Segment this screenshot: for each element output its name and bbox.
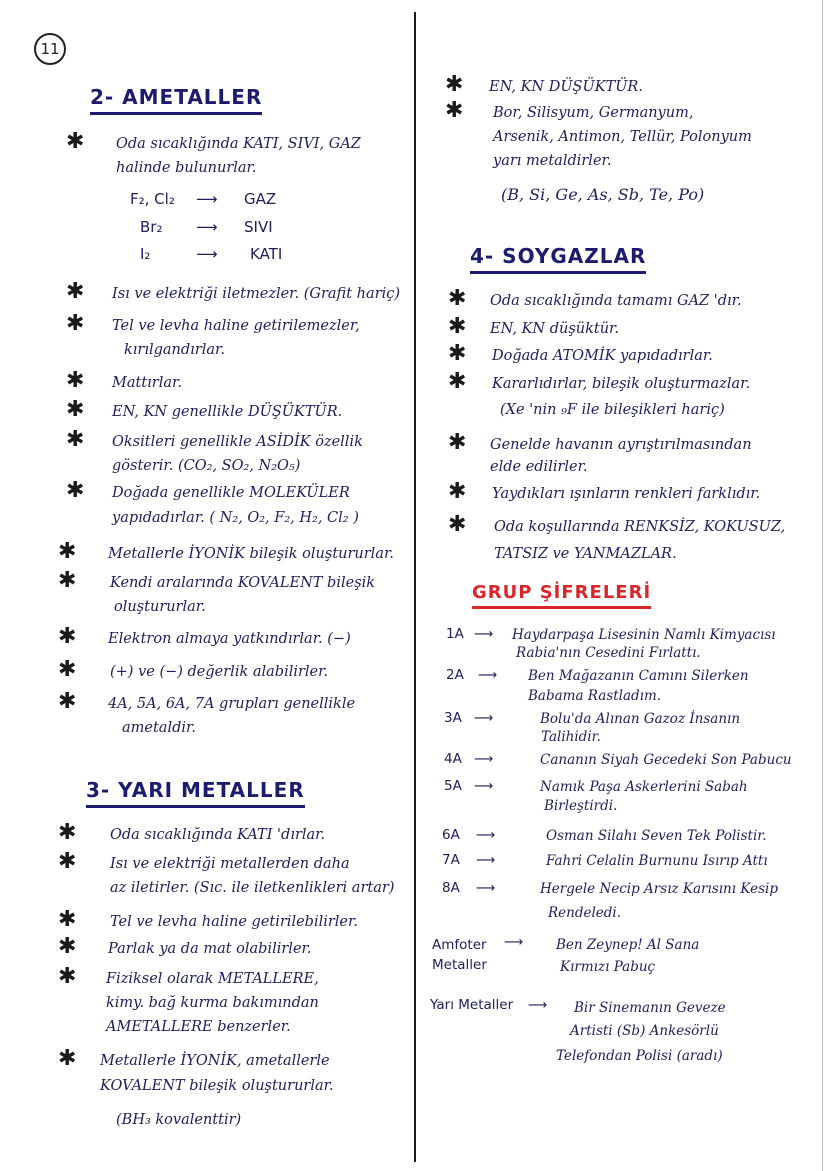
state-label: SIVI [244, 218, 273, 236]
mnemonic-line: Bir Sinemanın Geveze [574, 1000, 726, 1016]
group-code: 6A [442, 827, 460, 843]
item-line: oluştururlar. [114, 599, 206, 615]
heading-ametaller: 2- AMETALLER [90, 85, 262, 115]
item-line: Kararlıdırlar, bileşik oluşturmazlar. [492, 376, 751, 392]
bullet-star-icon: ✱ [58, 907, 77, 932]
item-line: EN, KN genellikle DÜŞÜKTÜR. [112, 404, 343, 420]
mnemonic-line: Rendeledi. [548, 905, 622, 921]
group-code: 4A [444, 751, 462, 767]
bullet-star-icon: ✱ [66, 368, 85, 393]
bullet-star-icon: ✱ [58, 539, 77, 564]
item-line: Genelde havanın ayrıştırılmasından [490, 437, 752, 453]
bullet-star-icon: ✱ [448, 430, 467, 455]
group-code: Yarı Metaller [430, 997, 514, 1013]
item-line: Parlak ya da mat olabilirler. [108, 941, 312, 957]
arrow-icon: ⟶ [504, 934, 524, 950]
bullet-star-icon: ✱ [66, 478, 85, 503]
item-line: Oda sıcaklığında KATI, SIVI, GAZ [116, 136, 361, 152]
group-code: Amfoter Metaller [432, 937, 487, 973]
item-line: Metallerle İYONİK, ametallerle [100, 1053, 330, 1069]
bullet-star-icon: ✱ [66, 279, 85, 304]
bullet-star-icon: ✱ [448, 286, 467, 311]
state-formula: F₂, Cl₂ [130, 190, 175, 208]
bullet-star-icon: ✱ [66, 129, 85, 154]
bullet-star-icon: ✱ [448, 369, 467, 394]
mnemonic-line: Rabia'nın Cesedini Fırlattı. [516, 645, 701, 661]
item-line: Elektron almaya yatkındırlar. (−) [108, 631, 351, 647]
bullet-star-icon: ✱ [448, 512, 467, 537]
item-line: Yaydıkları ışınların renkleri farklıdır. [492, 486, 761, 502]
item-line: Doğada ATOMİK yapıdadırlar. [492, 348, 713, 364]
bullet-star-icon: ✱ [58, 820, 77, 845]
mnemonic-line: Fahri Celalin Burnunu Isırıp Attı [546, 853, 768, 869]
state-formula: Br₂ [140, 218, 163, 236]
group-code: 3A [444, 710, 462, 726]
item-line: gösterir. (CO₂, SO₂, N₂O₅) [112, 458, 301, 474]
item-line: Metallerle İYONİK bileşik oluştururlar. [108, 546, 394, 562]
item-line: ametaldir. [122, 720, 196, 736]
mnemonic-line: Hergele Necip Arsız Karısını Kesip [540, 881, 778, 897]
column-divider [414, 12, 416, 1162]
bullet-star-icon: ✱ [448, 479, 467, 504]
bullet-star-icon: ✱ [58, 689, 77, 714]
item-line: Oksitleri genellikle ASİDİK özellik [112, 434, 363, 450]
item-line: Tel ve levha haline getirilebilirler. [110, 914, 358, 930]
bullet-star-icon: ✱ [58, 934, 77, 959]
bullet-star-icon: ✱ [58, 849, 77, 874]
mnemonic-line: Babama Rastladım. [528, 688, 662, 704]
item-line: TATSIZ ve YANMAZLAR. [494, 546, 677, 562]
bullet-star-icon: ✱ [58, 1046, 77, 1071]
item-line: (B, Si, Ge, As, Sb, Te, Po) [501, 185, 705, 204]
item-line: KOVALENT bileşik oluştururlar. [100, 1078, 334, 1094]
item-line: EN, KN DÜŞÜKTÜR. [489, 79, 643, 95]
mnemonic-line: Ben Zeynep! Al Sana [556, 937, 700, 953]
item-line: Fiziksel olarak METALLERE, [106, 971, 319, 987]
mnemonic-line: Telefondan Polisi (aradı) [556, 1048, 723, 1064]
bullet-star-icon: ✱ [445, 72, 464, 97]
group-code: 2A [446, 667, 464, 683]
item-line: Doğada genellikle MOLEKÜLER [112, 485, 350, 501]
mnemonic-line: Birleştirdi. [544, 798, 618, 814]
item-line: Oda koşullarında RENKSİZ, KOKUSUZ, [494, 519, 786, 535]
arrow-icon: ⟶ [476, 880, 496, 896]
item-line: 4A, 5A, 6A, 7A grupları genellikle [108, 696, 356, 712]
item-line: Kendi aralarında KOVALENT bileşik [110, 575, 376, 591]
item-line: Tel ve levha haline getirilemezler, [112, 318, 360, 334]
mnemonic-line: Bolu'da Alınan Gazoz İnsanın [540, 711, 741, 727]
item-line: elde edilirler. [490, 459, 588, 475]
state-label: GAZ [244, 190, 277, 208]
item-line: (+) ve (−) değerlik alabilirler. [110, 664, 329, 680]
item-line: Oda sıcaklığında KATI 'dırlar. [110, 827, 326, 843]
item-line: kırılgandırlar. [124, 342, 225, 358]
bullet-star-icon: ✱ [58, 624, 77, 649]
item-line: Bor, Silisyum, Germanyum, [493, 105, 694, 121]
item-line: yarı metaldirler. [493, 153, 612, 169]
bullet-star-icon: ✱ [448, 314, 467, 339]
group-code: 1A [446, 626, 464, 642]
item-line: Isı ve elektriği iletmezler. (Grafit hariç) [112, 286, 400, 302]
arrow-icon: ⟶ [474, 778, 494, 794]
mnemonic-line: Osman Silahı Seven Tek Polistir. [546, 828, 767, 844]
arrow-icon: ⟶ [476, 827, 496, 843]
mnemonic-line: Ben Mağazanın Camını Silerken [528, 668, 749, 684]
page-number: 11 [34, 33, 66, 65]
group-code: 7A [442, 852, 460, 868]
item-line: Oda sıcaklığında tamamı GAZ 'dır. [490, 293, 742, 309]
item-line: halinde bulunurlar. [116, 160, 257, 176]
mnemonic-line: Cananın Siyah Gecedeki Son Pabucu [540, 752, 792, 768]
arrow-icon: ⟶ [528, 997, 548, 1013]
state-formula: I₂ [140, 245, 151, 263]
mnemonic-line: Namık Paşa Askerlerini Sabah [540, 779, 748, 795]
bullet-star-icon: ✱ [66, 427, 85, 452]
mnemonic-line: Haydarpaşa Lisesinin Namlı Kimyacısı [512, 627, 776, 643]
bullet-star-icon: ✱ [58, 657, 77, 682]
bullet-star-icon: ✱ [66, 311, 85, 336]
arrow-icon: ⟶ [196, 190, 218, 208]
heading-grup-sifreleri: GRUP ŞİFRELERİ [472, 582, 651, 609]
heading-soygazlar: 4- SOYGAZLAR [470, 244, 646, 274]
arrow-icon: ⟶ [478, 667, 498, 683]
bullet-star-icon: ✱ [445, 98, 464, 123]
mnemonic-line: Artisti (Sb) Ankesörlü [570, 1023, 719, 1039]
bullet-star-icon: ✱ [58, 568, 77, 593]
heading-yari-metaller: 3- YARI METALLER [86, 778, 305, 808]
item-line: AMETALLERE benzerler. [106, 1019, 291, 1035]
item-line: Mattırlar. [112, 375, 182, 391]
item-line: Isı ve elektriği metallerden daha [110, 856, 350, 872]
item-line: EN, KN düşüktür. [490, 321, 619, 337]
page-edge [822, 0, 823, 1171]
arrow-icon: ⟶ [196, 245, 218, 263]
arrow-icon: ⟶ [476, 852, 496, 868]
item-line: Arsenik, Antimon, Tellür, Polonyum [493, 129, 752, 145]
arrow-icon: ⟶ [474, 751, 494, 767]
bullet-star-icon: ✱ [66, 397, 85, 422]
arrow-icon: ⟶ [474, 710, 494, 726]
mnemonic-line: Kırmızı Pabuç [560, 959, 656, 975]
mnemonic-line: Talihidir. [541, 729, 601, 745]
bullet-star-icon: ✱ [58, 964, 77, 989]
state-label: KATI [250, 245, 283, 263]
item-line: (BH₃ kovalenttir) [116, 1112, 242, 1128]
item-line: az iletirler. (Sıc. ile iletkenlikleri artar) [110, 880, 395, 896]
arrow-icon: ⟶ [474, 626, 494, 642]
group-code: 8A [442, 880, 460, 896]
item-line: (Xe 'nin ₉F ile bileşikleri hariç) [500, 402, 725, 418]
bullet-star-icon: ✱ [448, 341, 467, 366]
item-line: yapıdadırlar. ( N₂, O₂, F₂, H₂, Cl₂ ) [112, 510, 359, 526]
item-line: kimy. bağ kurma bakımından [106, 995, 319, 1011]
arrow-icon: ⟶ [196, 218, 218, 236]
group-code: 5A [444, 778, 462, 794]
